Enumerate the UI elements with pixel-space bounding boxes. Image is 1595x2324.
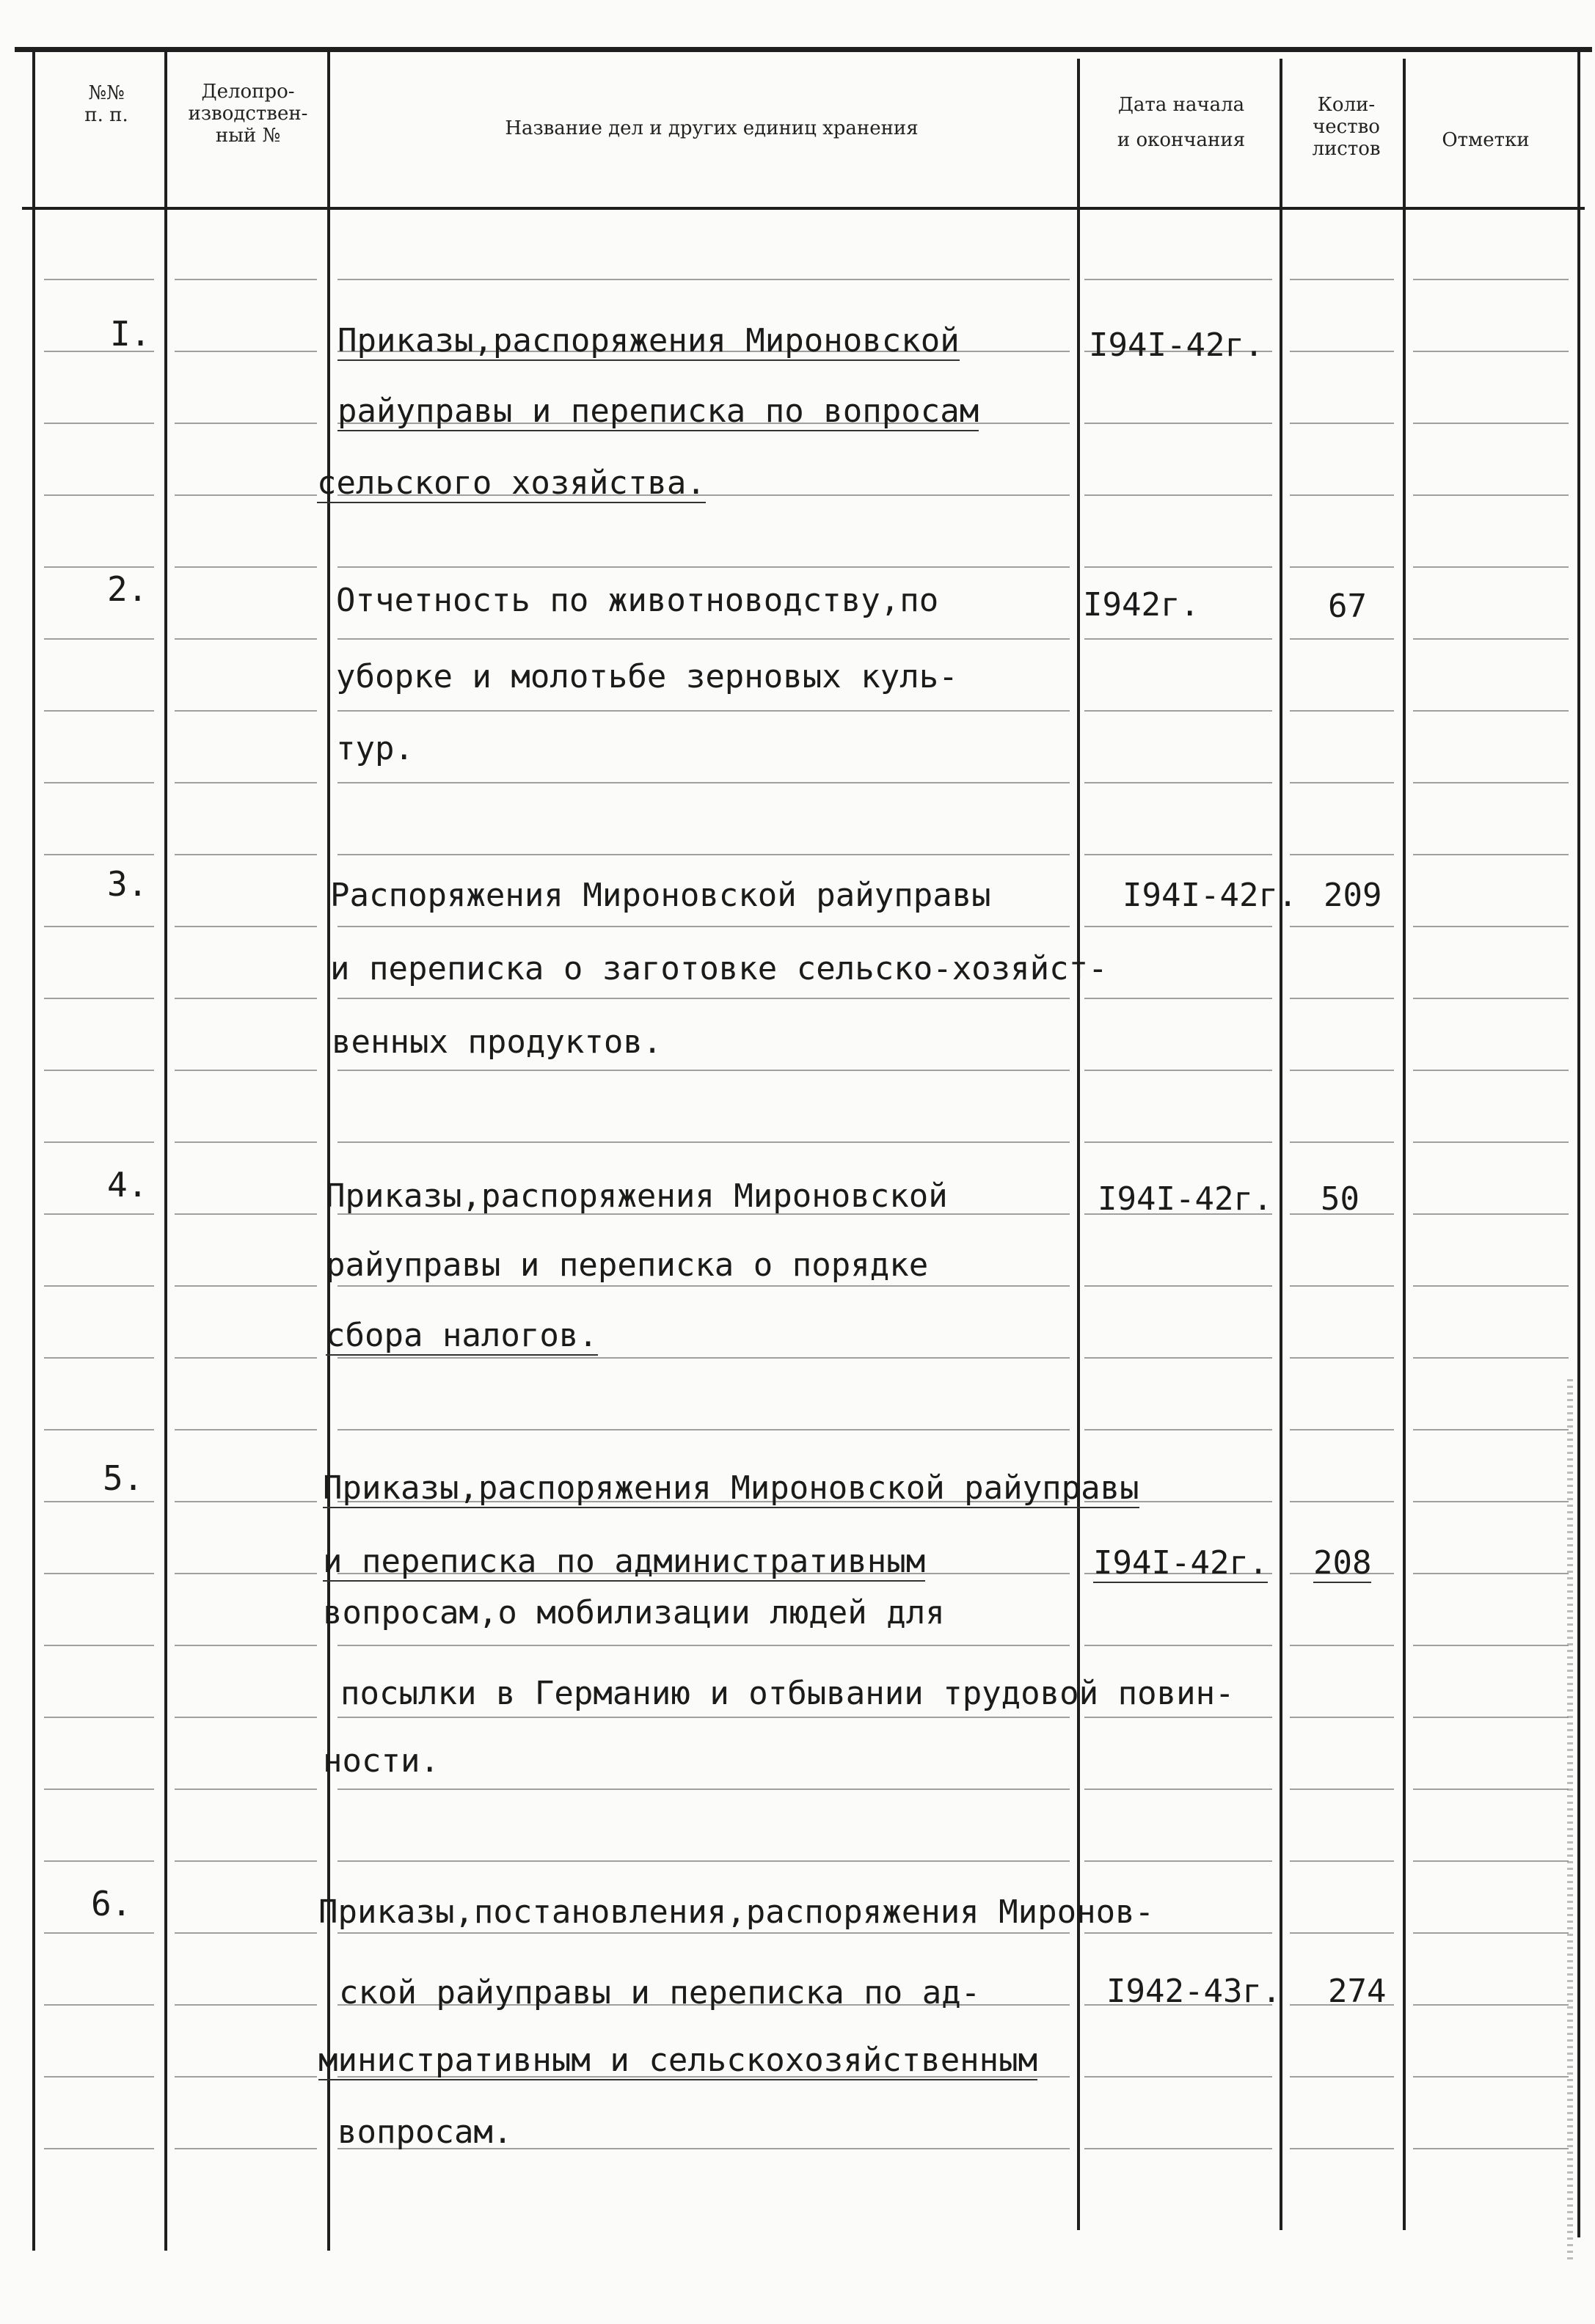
header-top-rule <box>15 47 1592 52</box>
ruled-line <box>337 1357 1070 1359</box>
ruled-line <box>1413 1141 1569 1143</box>
ruled-line <box>1290 1932 1394 1934</box>
entry-title-line: Приказы,распоряжения Мироновской <box>326 1177 948 1215</box>
ruled-line <box>175 2076 317 2078</box>
ruled-line <box>1413 854 1569 855</box>
ruled-line <box>1084 1070 1272 1071</box>
ruled-line <box>175 1501 317 1502</box>
entry-number: 6. <box>91 1884 132 1923</box>
ruled-line <box>1084 998 1272 999</box>
entry-title-line: посылки в Германию и отбывании трудовой повин- <box>340 1675 1235 1712</box>
ruled-line <box>1413 782 1569 783</box>
column-line-right <box>1577 51 1580 2237</box>
entry-title-line: уборке и молотьбе зерновых куль- <box>336 658 958 695</box>
ruled-line <box>337 566 1070 568</box>
entry-title-line: и переписка о заготовке сельско-хозяйст- <box>330 950 1108 987</box>
ruled-line <box>1290 1717 1394 1718</box>
ruled-line <box>337 1717 1070 1718</box>
header-sheets-line: Коли- <box>1317 94 1376 116</box>
entry-title-line: венных продуктов. <box>332 1023 663 1061</box>
ruled-line <box>175 1429 317 1430</box>
ruled-line <box>44 926 154 927</box>
ruled-line <box>1413 2076 1569 2078</box>
ruled-line <box>1413 1213 1569 1215</box>
ruled-line <box>175 1788 317 1790</box>
header-dates-line: Дата начала <box>1117 94 1245 116</box>
ruled-line <box>1290 2076 1394 2078</box>
ruled-line <box>175 1141 317 1143</box>
entry-number: 2. <box>107 569 148 609</box>
ruled-line <box>1290 1141 1394 1143</box>
ruled-line <box>1084 1860 1272 1862</box>
ruled-line <box>175 1285 317 1287</box>
entry-title-line: Приказы,распоряжения Мироновской <box>337 322 960 359</box>
ruled-line <box>337 1141 1070 1143</box>
ruled-line <box>44 494 154 496</box>
ruled-line <box>1413 566 1569 568</box>
ruled-line <box>44 1501 154 1502</box>
ruled-line <box>1290 1429 1394 1430</box>
ruled-line <box>1290 854 1394 855</box>
ruled-line <box>175 1213 317 1215</box>
ruled-line <box>1413 2148 1569 2149</box>
binding-edge <box>1567 1379 1573 2259</box>
ruled-line <box>1290 1788 1394 1790</box>
ruled-line <box>337 854 1070 855</box>
ruled-line <box>337 926 1070 927</box>
ruled-line <box>1084 1645 1272 1646</box>
header-sheets-line: чество <box>1313 116 1380 138</box>
ruled-line <box>1290 279 1394 280</box>
ruled-line <box>44 2076 154 2078</box>
ruled-line <box>337 998 1070 999</box>
ruled-line <box>1290 926 1394 927</box>
ruled-line <box>44 1429 154 1430</box>
ruled-line <box>1084 638 1272 640</box>
ruled-line <box>337 1285 1070 1287</box>
entry-date: I94I-42г. <box>1098 1180 1273 1218</box>
ruled-line <box>1084 854 1272 855</box>
ruled-line <box>1290 1501 1394 1502</box>
header-sheets-line: листов <box>1312 138 1381 160</box>
ruled-line <box>175 1070 317 1071</box>
header-bottom-rule <box>22 207 1585 210</box>
header-number <box>51 82 161 126</box>
ruled-line <box>175 423 317 424</box>
header-office-line: Делопро- <box>201 81 295 103</box>
ruled-line <box>1290 423 1394 424</box>
entry-title-line: и переписка по административным <box>323 1543 926 1580</box>
ruled-line <box>1413 710 1569 712</box>
ruled-line <box>44 1573 154 1574</box>
ruled-line <box>175 1573 317 1574</box>
ruled-line <box>1084 2076 1272 2078</box>
header-dates <box>1078 94 1284 151</box>
ruled-line <box>175 710 317 712</box>
ruled-line <box>44 782 154 783</box>
ruled-line <box>1413 926 1569 927</box>
ruled-line <box>337 1070 1070 1071</box>
ruled-line <box>175 1860 317 1862</box>
ruled-line <box>44 1645 154 1646</box>
ruled-line <box>1413 638 1569 640</box>
entry-title-line: вопросам,о мобилизации людей для <box>323 1594 945 1631</box>
ruled-line <box>337 1645 1070 1646</box>
ruled-line <box>1413 351 1569 352</box>
ruled-line <box>1290 2148 1394 2149</box>
ruled-line <box>44 1932 154 1934</box>
ruled-line <box>1413 1573 1569 1574</box>
ruled-line <box>1084 1141 1272 1143</box>
ruled-line <box>175 2148 317 2149</box>
entry-title-line: сельского хозяйства. <box>317 464 706 502</box>
ruled-line <box>1290 782 1394 783</box>
entry-title-line: министративным и сельскохозяйственным <box>318 2042 1038 2079</box>
ruled-line <box>1413 1932 1569 1934</box>
header-number-line: №№ <box>88 82 125 104</box>
entry-sheets: 67 <box>1328 588 1367 625</box>
ruled-line <box>175 494 317 496</box>
ruled-line <box>1413 1645 1569 1646</box>
ruled-line <box>1290 494 1394 496</box>
ruled-line <box>44 423 154 424</box>
ruled-line <box>175 279 317 280</box>
ruled-line <box>1084 494 1272 496</box>
ruled-line <box>1413 1429 1569 1430</box>
header-sheets <box>1284 94 1409 160</box>
entry-number: 3. <box>107 864 148 904</box>
column-line-left <box>32 50 35 2251</box>
ruled-line <box>1084 1717 1272 1718</box>
entry-date: I94I-42г. <box>1093 1544 1269 1582</box>
ruled-line <box>44 2004 154 2006</box>
ruled-line <box>44 1788 154 1790</box>
ruled-line <box>337 1932 1070 1934</box>
ruled-line <box>1413 998 1569 999</box>
entry-title-line: ской райуправы и переписка по ад- <box>339 1974 981 2011</box>
ruled-line <box>44 1070 154 1071</box>
ruled-line <box>44 854 154 855</box>
entry-title-line: вопросам. <box>337 2113 513 2151</box>
ruled-line <box>1413 2004 1569 2006</box>
entry-date: I94I-42г. <box>1123 877 1298 914</box>
entry-date: I94I-42г. <box>1089 326 1264 364</box>
ruled-line <box>175 926 317 927</box>
ruled-line <box>1290 638 1394 640</box>
ruled-line <box>44 1357 154 1359</box>
ruled-line <box>44 1141 154 1143</box>
ruled-line <box>337 279 1070 280</box>
ruled-line <box>175 998 317 999</box>
ruled-line <box>1084 1285 1272 1287</box>
ruled-line <box>1290 998 1394 999</box>
ruled-line <box>1413 1788 1569 1790</box>
column-line-num <box>164 50 167 2251</box>
ruled-line <box>1084 782 1272 783</box>
ruled-line <box>1413 1070 1569 1071</box>
header-title: Название дел и других единиц хранения <box>505 117 919 139</box>
ruled-line <box>1084 1788 1272 1790</box>
ruled-line <box>1413 423 1569 424</box>
ruled-line <box>337 710 1070 712</box>
entry-date: I942-43г. <box>1106 1973 1282 2010</box>
ruled-line <box>44 638 154 640</box>
column-line-dates <box>1280 59 1282 2230</box>
ruled-line <box>175 782 317 783</box>
entry-title-line: райуправы и переписка о порядке <box>326 1246 929 1284</box>
ruled-line <box>1084 423 1272 424</box>
ruled-line <box>44 566 154 568</box>
entry-title-line: ности. <box>323 1742 439 1780</box>
ruled-line <box>1084 1429 1272 1430</box>
ruled-line <box>175 2004 317 2006</box>
ruled-line <box>1290 1860 1394 1862</box>
ruled-line <box>1084 1357 1272 1359</box>
ruled-line <box>1084 566 1272 568</box>
column-line-sheets <box>1403 59 1406 2230</box>
ruled-line <box>1413 494 1569 496</box>
ruled-line <box>1413 1860 1569 1862</box>
ruled-line <box>175 1645 317 1646</box>
entry-number: I. <box>110 314 151 354</box>
ruled-line <box>1084 279 1272 280</box>
header-office-number <box>170 81 326 147</box>
header-notes: Отметки <box>1442 129 1530 151</box>
ruled-line <box>1084 2148 1272 2149</box>
entry-sheets: 209 <box>1324 877 1382 914</box>
entry-sheets: 50 <box>1321 1180 1359 1218</box>
ruled-line <box>1290 710 1394 712</box>
ruled-line <box>44 1860 154 1862</box>
ruled-line <box>1413 1357 1569 1359</box>
entry-number: 5. <box>103 1458 144 1498</box>
ruled-line <box>44 710 154 712</box>
ruled-line <box>175 566 317 568</box>
ruled-line <box>1290 1070 1394 1071</box>
entry-title-line: Отчетность по животноводству,по <box>336 582 939 619</box>
ruled-line <box>1290 351 1394 352</box>
ruled-line <box>175 1357 317 1359</box>
ruled-line <box>1413 1501 1569 1502</box>
ruled-line <box>175 638 317 640</box>
ruled-line <box>1413 1717 1569 1718</box>
entry-sheets: 208 <box>1313 1544 1372 1582</box>
ruled-line <box>1290 1285 1394 1287</box>
entry-number: 4. <box>107 1165 148 1205</box>
ruled-line <box>175 854 317 855</box>
ruled-line <box>337 638 1070 640</box>
header-number-line: п. п. <box>84 104 128 126</box>
ruled-line <box>337 1429 1070 1430</box>
ruled-line <box>44 279 154 280</box>
ruled-line <box>337 1860 1070 1862</box>
ruled-line <box>1413 1285 1569 1287</box>
header-office-line: изводствен- <box>188 103 308 125</box>
entry-date: I942г. <box>1083 586 1200 624</box>
ruled-line <box>175 1717 317 1718</box>
entry-title-line: Приказы,постановления,распоряжения Миронов- <box>318 1893 1155 1931</box>
ruled-line <box>44 1213 154 1215</box>
ruled-line <box>44 2148 154 2149</box>
ruled-line <box>337 782 1070 783</box>
ruled-line <box>1290 1645 1394 1646</box>
ruled-line <box>1084 1932 1272 1934</box>
header-dates-line: и окончания <box>1117 129 1246 151</box>
ruled-line <box>44 1285 154 1287</box>
entry-title-line: райуправы и переписка по вопросам <box>337 392 979 430</box>
ruled-line <box>44 1717 154 1718</box>
ruled-line <box>175 1932 317 1934</box>
ruled-line <box>1084 926 1272 927</box>
ruled-line <box>1084 710 1272 712</box>
ruled-line <box>1290 566 1394 568</box>
entry-title-line: тур. <box>336 730 414 767</box>
ruled-line <box>1413 279 1569 280</box>
entry-title-line: Приказы,распоряжения Мироновской райуправы <box>323 1469 1139 1507</box>
entry-title-line: Распоряжения Мироновской райуправы <box>330 877 991 914</box>
ruled-line <box>1290 1357 1394 1359</box>
ruled-line <box>337 1788 1070 1790</box>
entry-sheets: 274 <box>1328 1973 1387 2010</box>
entry-title-line: сбора налогов. <box>326 1317 598 1354</box>
ruled-line <box>44 998 154 999</box>
header-office-line: ный № <box>215 125 281 147</box>
ruled-line <box>175 351 317 352</box>
